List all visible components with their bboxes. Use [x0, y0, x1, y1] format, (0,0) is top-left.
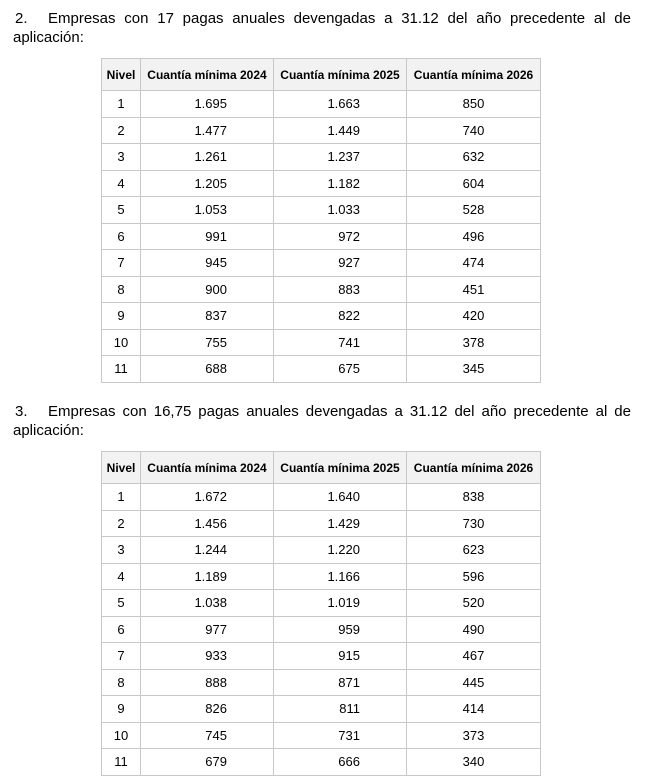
- section-heading: [13, 9, 631, 47]
- table-cell: 1: [102, 91, 141, 118]
- table-cell: 1.166: [274, 563, 407, 590]
- table-cell: 10: [102, 722, 141, 749]
- table-cell: 871: [274, 669, 407, 696]
- table-row: [102, 91, 541, 118]
- section-number: 3.: [15, 403, 28, 420]
- table-cell: 4: [102, 170, 141, 197]
- table-cell: 1.019: [274, 590, 407, 617]
- table-cell: 9: [102, 696, 141, 723]
- table-cell: 1.182: [274, 170, 407, 197]
- table-cell: 741: [274, 329, 407, 356]
- table-row: [102, 669, 541, 696]
- table-header-row: [102, 452, 541, 484]
- table-cell: 972: [274, 223, 407, 250]
- table-cell: 730: [407, 510, 541, 537]
- column-header: Nivel: [102, 452, 141, 484]
- table-cell: 679: [141, 749, 274, 776]
- table-row: [102, 510, 541, 537]
- table-cell: 6: [102, 223, 141, 250]
- column-header: Cuantía mínima 2025: [274, 452, 407, 484]
- table-cell: 8: [102, 276, 141, 303]
- table-cell: 496: [407, 223, 541, 250]
- section-text: Empresas con 17 pagas anuales devengadas a 31.12 del año precedente al de aplicación:: [13, 10, 631, 46]
- table-row: [102, 303, 541, 330]
- table-cell: 826: [141, 696, 274, 723]
- table-cell: 1.695: [141, 91, 274, 118]
- table-cell: 4: [102, 563, 141, 590]
- table-cell: 933: [141, 643, 274, 670]
- table-row: [102, 537, 541, 564]
- column-header: Cuantía mínima 2024: [141, 452, 274, 484]
- table-row: [102, 643, 541, 670]
- table-cell: 11: [102, 749, 141, 776]
- table-cell: 345: [407, 356, 541, 383]
- table-cell: 490: [407, 616, 541, 643]
- table-row: [102, 590, 541, 617]
- table-cell: 675: [274, 356, 407, 383]
- table-cell: 632: [407, 144, 541, 171]
- table-cell: 2: [102, 117, 141, 144]
- table-cell: 1.053: [141, 197, 274, 224]
- table-cell: 451: [407, 276, 541, 303]
- table-cell: 688: [141, 356, 274, 383]
- table-row: [102, 170, 541, 197]
- table-cell: 745: [141, 722, 274, 749]
- table-cell: 474: [407, 250, 541, 277]
- table-row: [102, 144, 541, 171]
- table-cell: 666: [274, 749, 407, 776]
- table-cell: 596: [407, 563, 541, 590]
- table-cell: 8: [102, 669, 141, 696]
- table-cell: 9: [102, 303, 141, 330]
- table-cell: 7: [102, 643, 141, 670]
- table-cell: 1.205: [141, 170, 274, 197]
- table-cell: 1.663: [274, 91, 407, 118]
- table-cell: 959: [274, 616, 407, 643]
- section-heading: [13, 402, 631, 440]
- column-header: Cuantía mínima 2026: [407, 452, 541, 484]
- section-text: Empresas con 16,75 pagas anuales devengadas a 31.12 del año precedente al de aplicación:: [13, 403, 631, 439]
- table-cell: 414: [407, 696, 541, 723]
- column-header: Cuantía mínima 2024: [141, 59, 274, 91]
- table-cell: 1.640: [274, 484, 407, 511]
- table-cell: 5: [102, 590, 141, 617]
- table-cell: 6: [102, 616, 141, 643]
- table-cell: 1.456: [141, 510, 274, 537]
- table-cell: 420: [407, 303, 541, 330]
- table-row: [102, 563, 541, 590]
- table-cell: 467: [407, 643, 541, 670]
- table-cell: 2: [102, 510, 141, 537]
- table-cell: 883: [274, 276, 407, 303]
- table-row: [102, 696, 541, 723]
- table-cell: 1.261: [141, 144, 274, 171]
- table-cell: 1.449: [274, 117, 407, 144]
- table-row: [102, 223, 541, 250]
- table-row: [102, 616, 541, 643]
- table-cell: 900: [141, 276, 274, 303]
- table-cell: 977: [141, 616, 274, 643]
- column-header: Cuantía mínima 2026: [407, 59, 541, 91]
- table-cell: 945: [141, 250, 274, 277]
- table-cell: 1.429: [274, 510, 407, 537]
- table-cell: 378: [407, 329, 541, 356]
- table-cell: 811: [274, 696, 407, 723]
- column-header: Nivel: [102, 59, 141, 91]
- table-cell: 755: [141, 329, 274, 356]
- table-cell: 11: [102, 356, 141, 383]
- table-cell: 520: [407, 590, 541, 617]
- table-cell: 1.672: [141, 484, 274, 511]
- table-cell: 445: [407, 669, 541, 696]
- table-cell: 7: [102, 250, 141, 277]
- table-cell: 1.237: [274, 144, 407, 171]
- table-cell: 373: [407, 722, 541, 749]
- table-row: [102, 484, 541, 511]
- table-cell: 10: [102, 329, 141, 356]
- table-cell: 740: [407, 117, 541, 144]
- table-cell: 1.477: [141, 117, 274, 144]
- table-row: [102, 117, 541, 144]
- table-cell: 927: [274, 250, 407, 277]
- table-cell: 1.033: [274, 197, 407, 224]
- table-cell: 3: [102, 144, 141, 171]
- table-cell: 5: [102, 197, 141, 224]
- table-row: [102, 276, 541, 303]
- column-header: Cuantía mínima 2025: [274, 59, 407, 91]
- section-number: 2.: [15, 10, 28, 27]
- wage-table: [101, 451, 541, 776]
- table-header-row: [102, 59, 541, 91]
- table-cell: 838: [407, 484, 541, 511]
- table-cell: 623: [407, 537, 541, 564]
- table-cell: 822: [274, 303, 407, 330]
- table-cell: 1.189: [141, 563, 274, 590]
- table-row: [102, 250, 541, 277]
- table-cell: 604: [407, 170, 541, 197]
- table-cell: 837: [141, 303, 274, 330]
- table-cell: 991: [141, 223, 274, 250]
- table-cell: 1.038: [141, 590, 274, 617]
- table-cell: 915: [274, 643, 407, 670]
- table-row: [102, 722, 541, 749]
- table-cell: 3: [102, 537, 141, 564]
- table-row: [102, 356, 541, 383]
- table-row: [102, 749, 541, 776]
- table-cell: 731: [274, 722, 407, 749]
- table-cell: 888: [141, 669, 274, 696]
- table-cell: 1.244: [141, 537, 274, 564]
- table-cell: 1: [102, 484, 141, 511]
- table-cell: 850: [407, 91, 541, 118]
- table-cell: 340: [407, 749, 541, 776]
- table-cell: 528: [407, 197, 541, 224]
- table-row: [102, 197, 541, 224]
- wage-table: [101, 58, 541, 383]
- table-cell: 1.220: [274, 537, 407, 564]
- table-row: [102, 329, 541, 356]
